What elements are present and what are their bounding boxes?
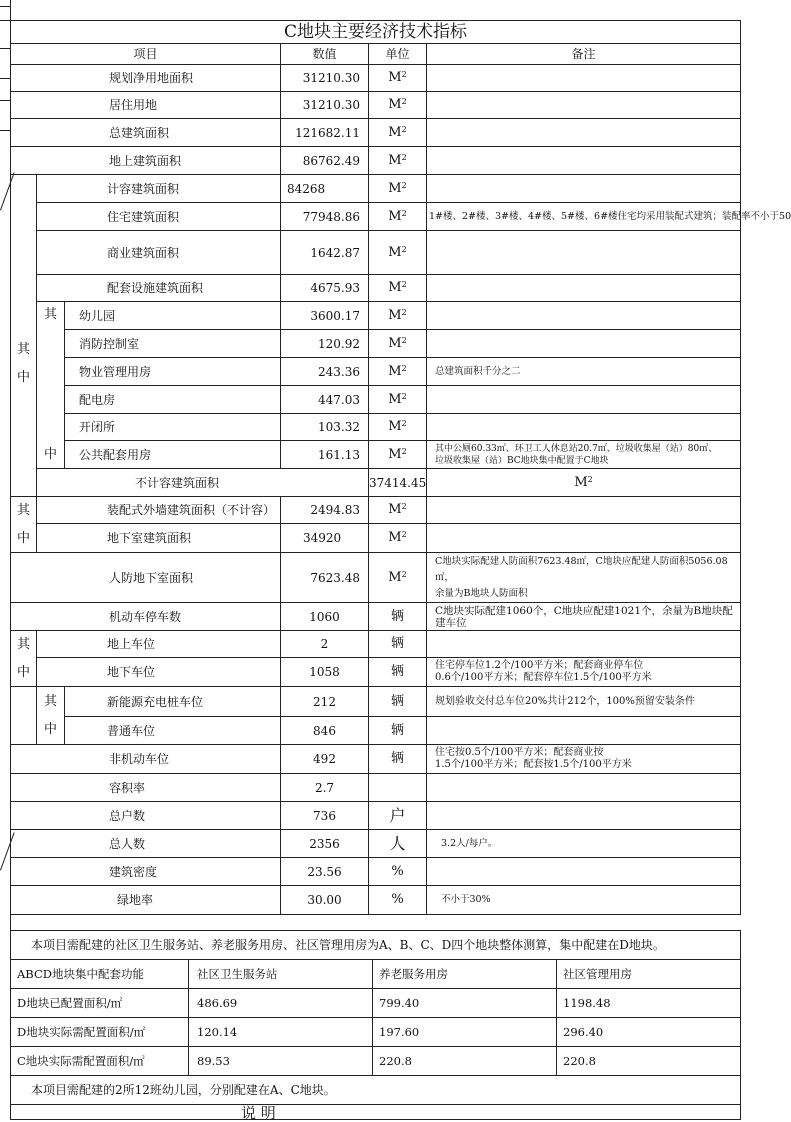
bottom-cell: 486.69 [189, 989, 373, 1018]
table-row [11, 275, 741, 302]
row-value: 736 [281, 802, 369, 830]
row-value: 447.03 [281, 386, 369, 414]
row-label: 居住用地 [11, 92, 281, 119]
row-label: 地上建筑面积 [11, 147, 281, 175]
row-unit: % [369, 886, 427, 915]
blank-cell [11, 687, 37, 745]
row-value: 2356 [281, 830, 369, 858]
row-remark [427, 231, 741, 275]
table-row [11, 687, 741, 717]
bottom-header-row [11, 960, 741, 989]
row-label: 人防地下室面积 [11, 553, 281, 603]
row-unit: 辆 [369, 687, 427, 717]
bottom-row [11, 989, 741, 1018]
table-row [11, 603, 741, 631]
row-unit: $M^2$ [369, 119, 427, 147]
bottom-cell: 220.8 [557, 1047, 741, 1076]
table-row [11, 65, 741, 92]
row-unit: 辆 [369, 631, 427, 658]
row-label: 绿地率 [11, 886, 281, 915]
row-unit: $M^2$ [369, 358, 427, 386]
row-value: 2494.83 [281, 497, 369, 524]
row-label: 消防控制室 [65, 330, 281, 358]
row-label: 非机动车位 [11, 745, 281, 774]
row-remark [427, 275, 741, 302]
row-remark: C地块实际配建人防面积7623.48㎡，C地块应配建人防面积5056.08㎡， 余量为B地块人防面积 [427, 553, 741, 603]
row-label: 公共配套用房 [65, 441, 281, 469]
row-remark [427, 330, 741, 358]
row-unit: $M^2$ [369, 92, 427, 119]
row-value: 212 [281, 687, 369, 717]
table-row [11, 717, 741, 745]
row-unit: 人 [369, 830, 427, 858]
bottom-header-cell: 社区卫生服务站 [189, 960, 373, 989]
row-value: 2.7 [281, 774, 369, 802]
row-remark [427, 119, 741, 147]
row-remark: 3.2人/每户。 [427, 830, 741, 858]
row-unit: $M^2$ [369, 175, 427, 203]
margin-tick [0, 48, 10, 49]
row-unit: 辆 [369, 745, 427, 774]
row-value: 492 [281, 745, 369, 774]
row-unit: $M^2$ [369, 553, 427, 603]
group-label-qizhong: 其 中 [11, 631, 37, 687]
row-remark [427, 802, 741, 830]
bottom-cell: 1198.48 [557, 989, 741, 1018]
bottom-cell: 296.40 [557, 1018, 741, 1047]
row-value: 31210.30 [281, 65, 369, 92]
margin-tick [0, 130, 10, 131]
row-remark: 总建筑面积千分之二 [427, 358, 741, 386]
row-unit: $M^2$ [369, 302, 427, 330]
row-remark [427, 858, 741, 886]
row-value: 161.13 [281, 441, 369, 469]
row-value: 86762.49 [281, 147, 369, 175]
margin-tick [0, 6, 10, 7]
table-row [11, 553, 741, 603]
row-remark: 规划验收交付总车位20%共计212个，100%预留安装条件 [427, 687, 741, 717]
margin-tick [0, 20, 10, 21]
row-remark: 住宅按0.5个/100平方米；配套商业按 1.5个/100平方米；配套按1.5个/100平方米 [427, 745, 741, 774]
row-remark [427, 92, 741, 119]
bottom-header-cell: 社区管理用房 [557, 960, 741, 989]
table-row [11, 858, 741, 886]
row-value: 77948.86 [281, 203, 369, 231]
row-value: 103.32 [281, 414, 369, 441]
header-remark: 备注 [427, 44, 741, 65]
row-label: 开闭所 [65, 414, 281, 441]
bottom-row [11, 1018, 741, 1047]
group-label-qizhong-inner: 其 中 [37, 302, 65, 469]
bottom-cell: D地块已配置面积/㎡ [11, 989, 189, 1018]
table-row [11, 302, 741, 330]
header-row [11, 44, 741, 65]
row-label: 装配式外墙建筑面积（不计容） [37, 497, 281, 524]
header-item: 项目 [11, 44, 281, 65]
row-unit: 辆 [369, 717, 427, 745]
row-value: 37414.45 [369, 469, 427, 497]
bottom-cell: 799.40 [373, 989, 557, 1018]
row-label: 新能源充电桩车位 [65, 687, 281, 717]
table-row [11, 886, 741, 915]
row-remark [427, 631, 741, 658]
table-row [11, 231, 741, 275]
table-row [11, 330, 741, 358]
row-label: 幼儿园 [65, 302, 281, 330]
table-row [11, 386, 741, 414]
row-label: 不计容建筑面积 [37, 469, 369, 497]
row-unit: 户 [369, 802, 427, 830]
supporting-facility-table [10, 930, 741, 1120]
table-row [11, 774, 741, 802]
table-row [11, 830, 741, 858]
row-label: 配电房 [65, 386, 281, 414]
row-unit: $M^2$ [369, 147, 427, 175]
row-unit: $M^2$ [427, 469, 741, 497]
row-label: 物业管理用房 [65, 358, 281, 386]
row-value: 1060 [281, 603, 369, 631]
row-label: 地上车位 [37, 631, 281, 658]
row-unit: 辆 [369, 658, 427, 687]
header-unit: 单位 [369, 44, 427, 65]
group-label-qizhong-inner: 其 中 [37, 687, 65, 745]
row-value: 1642.87 [281, 231, 369, 275]
row-remark [427, 524, 741, 553]
row-value: 4675.93 [281, 275, 369, 302]
row-value: 1058 [281, 658, 369, 687]
row-label: 配套设施建筑面积 [37, 275, 281, 302]
row-label: 机动车停车数 [11, 603, 281, 631]
table-row [11, 441, 741, 469]
bottom-note: 本项目需配建的社区卫生服务站、养老服务用房、社区管理用房为A、B、C、D四个地块整体测算，集中配建在D地块。 [11, 931, 741, 960]
table-row [11, 203, 741, 231]
table-row [11, 358, 741, 386]
row-value: 243.36 [281, 358, 369, 386]
row-unit: $M^2$ [369, 330, 427, 358]
table-row [11, 497, 741, 524]
row-label: 普通车位 [65, 717, 281, 745]
table-row [11, 119, 741, 147]
row-remark: 1#楼、2#楼、3#楼、4#楼、5#楼、6#楼住宅均采用装配式建筑；装配率不小于50 [427, 203, 741, 231]
table-row [11, 469, 741, 497]
row-value: 2 [281, 631, 369, 658]
row-value: 7623.48 [281, 553, 369, 603]
row-unit: 辆 [369, 603, 427, 631]
row-value: 23.56 [281, 858, 369, 886]
row-label: 总户数 [11, 802, 281, 830]
row-value: 120.92 [281, 330, 369, 358]
row-remark [427, 147, 741, 175]
row-unit: $M^2$ [369, 497, 427, 524]
row-label: 地下车位 [37, 658, 281, 687]
row-unit: % [369, 858, 427, 886]
bottom-cell: D地块实际需配置面积/㎡ [11, 1018, 189, 1047]
bottom-cell: 89.53 [189, 1047, 373, 1076]
row-unit: $M^2$ [369, 65, 427, 92]
header-value: 数值 [281, 44, 369, 65]
row-label: 容积率 [11, 774, 281, 802]
row-remark: 其中公厕60.33㎡、环卫工人休息站20.7㎡、垃圾收集屋（站）80㎡、 垃圾收集屋（站）BC地块集中配置于C地块 [427, 441, 741, 469]
group-label-qizhong: 其 中 [11, 497, 37, 553]
row-label: 规划净用地面积 [11, 65, 281, 92]
bottom-note: 本项目需配建的2所12班幼儿园，分别配建在A、C地块。 [11, 1076, 741, 1105]
row-remark [427, 717, 741, 745]
row-unit: $M^2$ [369, 203, 427, 231]
table-row [11, 175, 741, 203]
economic-indicators-table [10, 20, 791, 915]
group-label-qizhong: 其 中 [11, 175, 37, 497]
bottom-cell: C地块实际需配置面积/㎡ [11, 1047, 189, 1076]
row-unit [369, 774, 427, 802]
row-remark: 不小于30% [427, 886, 741, 915]
table-title: C地块主要经济技术指标 [11, 21, 741, 44]
row-value: 34920 [281, 524, 369, 553]
row-remark [427, 175, 741, 203]
row-remark: 住宅停车位1.2个/100平方米；配套商业停车位 0.6个/100平方米；配套停车位1.5个/100平方米 [427, 658, 741, 687]
row-remark [427, 497, 741, 524]
row-label: 建筑密度 [11, 858, 281, 886]
table-row [11, 524, 741, 553]
row-label: 住宅建筑面积 [37, 203, 281, 231]
row-label: 总人数 [11, 830, 281, 858]
bottom-header-cell: 养老服务用房 [373, 960, 557, 989]
margin-tick [0, 100, 10, 101]
row-remark [427, 774, 741, 802]
row-value: 846 [281, 717, 369, 745]
bottom-row [11, 1047, 741, 1076]
row-value: 84268 [281, 175, 369, 203]
row-unit: $M^2$ [369, 441, 427, 469]
row-unit: $M^2$ [369, 414, 427, 441]
footer-heading: 说 明 [11, 1105, 741, 1120]
table-row [11, 414, 741, 441]
row-label: 商业建筑面积 [37, 231, 281, 275]
bottom-header-cell: ABCD地块集中配套功能 [11, 960, 189, 989]
table-row [11, 745, 741, 774]
row-value: 31210.30 [281, 92, 369, 119]
table-row [11, 802, 741, 830]
row-unit: $M^2$ [369, 231, 427, 275]
table-row [11, 658, 741, 687]
row-value: 30.00 [281, 886, 369, 915]
table-row [11, 631, 741, 658]
row-unit: $M^2$ [369, 524, 427, 553]
bottom-cell: 120.14 [189, 1018, 373, 1047]
row-remark: C地块实际配建1060个，C地块应配建1021个，余量为B地块配建车位 [427, 603, 741, 631]
row-unit: $M^2$ [369, 386, 427, 414]
row-remark [427, 65, 741, 92]
bottom-cell: 197.60 [373, 1018, 557, 1047]
row-value: 3600.17 [281, 302, 369, 330]
table-row [11, 92, 741, 119]
row-remark [427, 302, 741, 330]
row-remark [427, 386, 741, 414]
row-label: 地下室建筑面积 [37, 524, 281, 553]
row-value: 121682.11 [281, 119, 369, 147]
row-label: 计容建筑面积 [37, 175, 281, 203]
row-label: 总建筑面积 [11, 119, 281, 147]
row-unit: $M^2$ [369, 275, 427, 302]
row-remark [427, 414, 741, 441]
table-row [11, 147, 741, 175]
margin-tick [0, 78, 10, 79]
bottom-cell: 220.8 [373, 1047, 557, 1076]
